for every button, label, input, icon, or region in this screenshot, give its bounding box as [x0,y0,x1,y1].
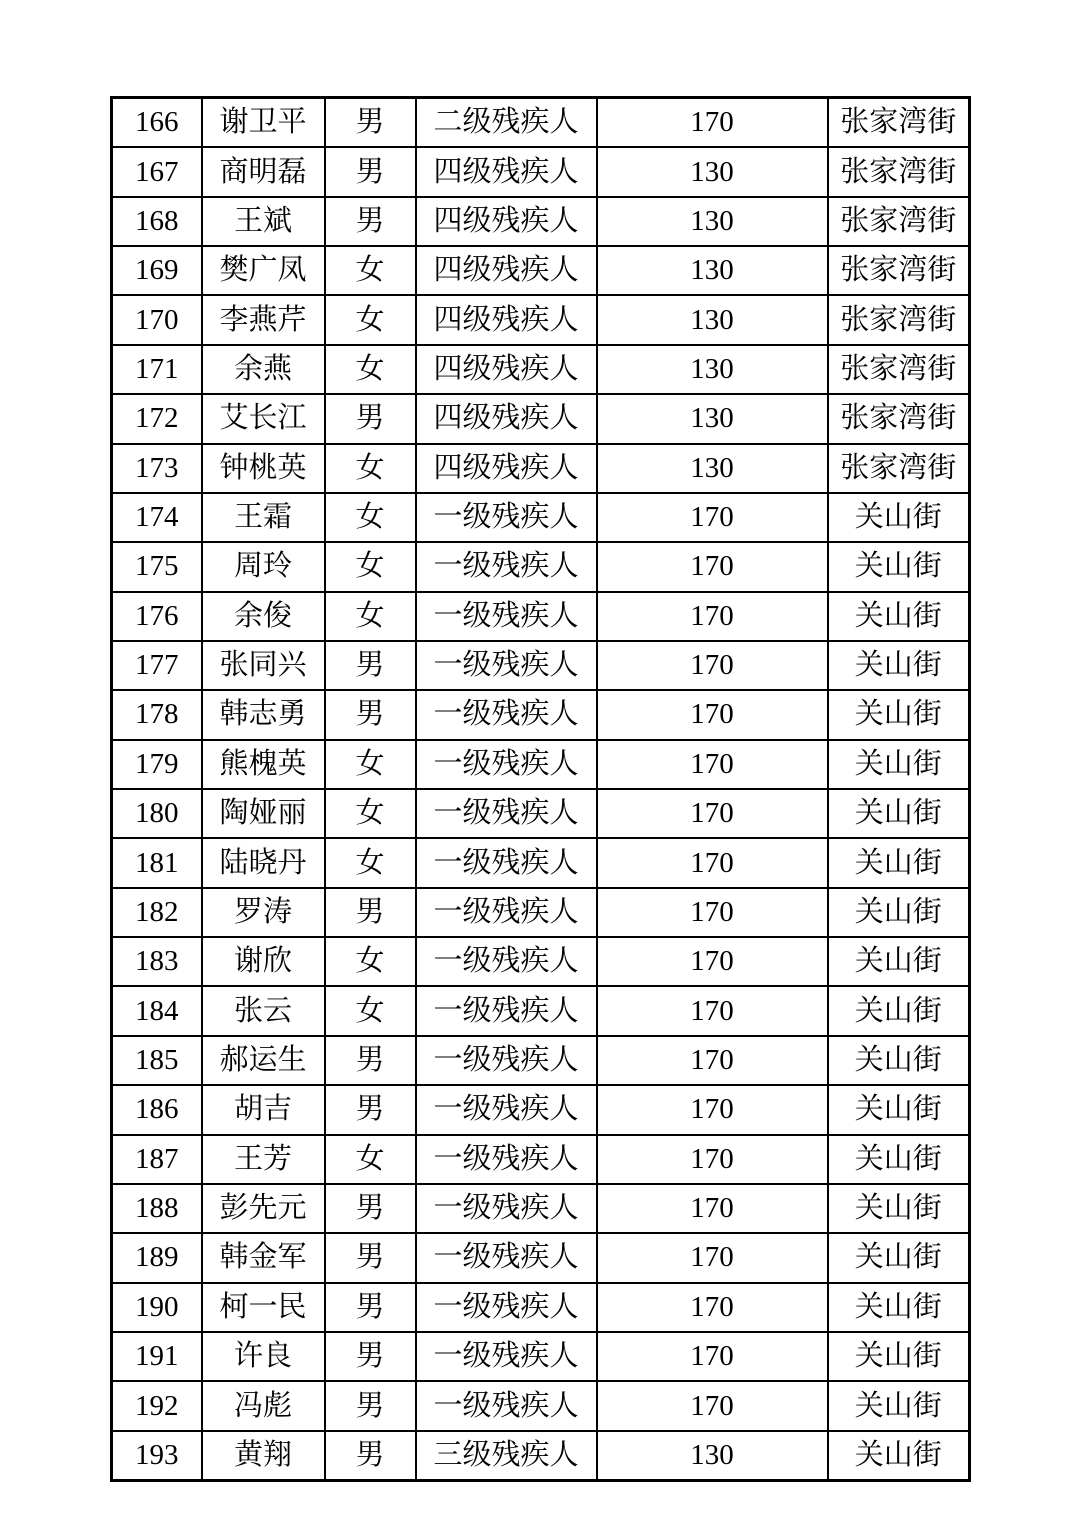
cell-gender: 男 [325,1381,416,1430]
cell-serial-number: 181 [112,838,202,887]
cell-serial-number: 178 [112,690,202,739]
cell-amount: 170 [597,740,828,789]
cell-disability-category: 四级残疾人 [416,394,597,443]
cell-serial-number: 169 [112,246,202,295]
cell-amount: 170 [597,1085,828,1134]
cell-amount: 130 [597,394,828,443]
cell-serial-number: 167 [112,147,202,196]
cell-disability-category: 一级残疾人 [416,592,597,641]
cell-street: 关山街 [828,838,970,887]
cell-serial-number: 166 [112,98,202,148]
cell-gender: 男 [325,641,416,690]
cell-name: 艾长江 [202,394,325,443]
cell-street: 关山街 [828,542,970,591]
cell-name: 胡吉 [202,1085,325,1134]
cell-disability-category: 一级残疾人 [416,1381,597,1430]
cell-street: 关山街 [828,937,970,986]
cell-gender: 男 [325,394,416,443]
cell-serial-number: 187 [112,1135,202,1184]
cell-amount: 170 [597,641,828,690]
cell-street: 关山街 [828,1085,970,1134]
cell-name: 熊槐英 [202,740,325,789]
cell-street: 关山街 [828,493,970,542]
cell-gender: 女 [325,345,416,394]
cell-disability-category: 四级残疾人 [416,246,597,295]
table-row [112,394,970,443]
cell-name: 王芳 [202,1135,325,1184]
disability-subsidy-table [110,96,971,1482]
table-row [112,1085,970,1134]
cell-name: 钟桃英 [202,444,325,493]
cell-name: 王霜 [202,493,325,542]
cell-amount: 130 [597,197,828,246]
cell-street: 张家湾街 [828,394,970,443]
cell-serial-number: 176 [112,592,202,641]
cell-disability-category: 二级残疾人 [416,98,597,148]
cell-street: 关山街 [828,690,970,739]
cell-serial-number: 191 [112,1332,202,1381]
cell-gender: 男 [325,1233,416,1282]
cell-name: 罗涛 [202,888,325,937]
cell-serial-number: 182 [112,888,202,937]
table-row [112,690,970,739]
cell-disability-category: 一级残疾人 [416,838,597,887]
cell-disability-category: 一级残疾人 [416,641,597,690]
cell-gender: 女 [325,444,416,493]
cell-amount: 130 [597,147,828,196]
cell-amount: 170 [597,789,828,838]
cell-name: 谢欣 [202,937,325,986]
cell-name: 周玲 [202,542,325,591]
table-row [112,1036,970,1085]
cell-disability-category: 一级残疾人 [416,1036,597,1085]
cell-disability-category: 一级残疾人 [416,1332,597,1381]
cell-name: 张云 [202,986,325,1035]
cell-gender: 女 [325,1135,416,1184]
cell-gender: 男 [325,1036,416,1085]
cell-street: 张家湾街 [828,444,970,493]
cell-gender: 男 [325,197,416,246]
cell-serial-number: 175 [112,542,202,591]
cell-gender: 女 [325,789,416,838]
cell-serial-number: 188 [112,1184,202,1233]
cell-gender: 女 [325,838,416,887]
cell-street: 关山街 [828,641,970,690]
cell-serial-number: 170 [112,295,202,344]
cell-street: 张家湾街 [828,147,970,196]
cell-gender: 女 [325,542,416,591]
cell-name: 陶娅丽 [202,789,325,838]
cell-amount: 130 [597,295,828,344]
cell-gender: 男 [325,1283,416,1332]
cell-amount: 170 [597,838,828,887]
table-row [112,838,970,887]
cell-name: 余燕 [202,345,325,394]
table-row [112,986,970,1035]
cell-street: 张家湾街 [828,345,970,394]
cell-street: 张家湾街 [828,98,970,148]
table-row [112,98,970,148]
cell-name: 柯一民 [202,1283,325,1332]
cell-amount: 170 [597,1184,828,1233]
table-row [112,1332,970,1381]
cell-disability-category: 四级残疾人 [416,295,597,344]
cell-street: 关山街 [828,986,970,1035]
cell-serial-number: 189 [112,1233,202,1282]
cell-disability-category: 一级残疾人 [416,789,597,838]
table-row [112,1381,970,1430]
cell-gender: 男 [325,1085,416,1134]
cell-amount: 170 [597,98,828,148]
cell-disability-category: 四级残疾人 [416,444,597,493]
cell-amount: 170 [597,1332,828,1381]
cell-street: 关山街 [828,1184,970,1233]
cell-serial-number: 190 [112,1283,202,1332]
table-row [112,789,970,838]
cell-street: 关山街 [828,740,970,789]
cell-disability-category: 一级残疾人 [416,986,597,1035]
cell-amount: 170 [597,937,828,986]
cell-name: 樊广凤 [202,246,325,295]
cell-street: 关山街 [828,1233,970,1282]
cell-name: 冯彪 [202,1381,325,1430]
table-row [112,740,970,789]
cell-name: 韩金军 [202,1233,325,1282]
cell-serial-number: 185 [112,1036,202,1085]
cell-serial-number: 183 [112,937,202,986]
cell-name: 陆晓丹 [202,838,325,887]
cell-disability-category: 一级残疾人 [416,1283,597,1332]
cell-serial-number: 171 [112,345,202,394]
cell-disability-category: 四级残疾人 [416,197,597,246]
cell-serial-number: 193 [112,1431,202,1481]
cell-disability-category: 一级残疾人 [416,1135,597,1184]
table-row [112,493,970,542]
cell-serial-number: 177 [112,641,202,690]
cell-amount: 130 [597,1431,828,1481]
cell-disability-category: 一级残疾人 [416,1184,597,1233]
table-row [112,444,970,493]
cell-gender: 女 [325,740,416,789]
cell-street: 张家湾街 [828,197,970,246]
cell-disability-category: 一级残疾人 [416,1233,597,1282]
table-row [112,937,970,986]
cell-street: 关山街 [828,1036,970,1085]
cell-street: 关山街 [828,1135,970,1184]
cell-amount: 170 [597,592,828,641]
table-row [112,1431,970,1481]
cell-disability-category: 一级残疾人 [416,542,597,591]
cell-street: 关山街 [828,888,970,937]
table-row [112,641,970,690]
cell-street: 关山街 [828,1381,970,1430]
cell-serial-number: 174 [112,493,202,542]
cell-name: 韩志勇 [202,690,325,739]
table-row [112,295,970,344]
cell-gender: 女 [325,246,416,295]
cell-name: 谢卫平 [202,98,325,148]
cell-disability-category: 四级残疾人 [416,147,597,196]
cell-gender: 男 [325,1431,416,1481]
cell-gender: 女 [325,295,416,344]
cell-amount: 130 [597,444,828,493]
cell-amount: 170 [597,542,828,591]
cell-street: 关山街 [828,1332,970,1381]
cell-gender: 女 [325,986,416,1035]
cell-gender: 男 [325,888,416,937]
table-row [112,197,970,246]
table-row [112,246,970,295]
cell-name: 彭先元 [202,1184,325,1233]
cell-street: 张家湾街 [828,246,970,295]
cell-serial-number: 184 [112,986,202,1035]
cell-name: 商明磊 [202,147,325,196]
cell-name: 余俊 [202,592,325,641]
cell-disability-category: 一级残疾人 [416,690,597,739]
table-body [112,98,970,1481]
cell-serial-number: 192 [112,1381,202,1430]
cell-serial-number: 186 [112,1085,202,1134]
cell-disability-category: 一级残疾人 [416,888,597,937]
cell-amount: 170 [597,1036,828,1085]
cell-name: 黄翔 [202,1431,325,1481]
cell-serial-number: 168 [112,197,202,246]
cell-street: 关山街 [828,1283,970,1332]
cell-amount: 170 [597,1135,828,1184]
table-row [112,1135,970,1184]
cell-disability-category: 一级残疾人 [416,1085,597,1134]
cell-street: 关山街 [828,1431,970,1481]
cell-amount: 170 [597,1381,828,1430]
cell-amount: 170 [597,690,828,739]
table-row [112,592,970,641]
cell-name: 许良 [202,1332,325,1381]
cell-disability-category: 三级残疾人 [416,1431,597,1481]
table-row [112,1283,970,1332]
cell-gender: 女 [325,493,416,542]
cell-name: 王斌 [202,197,325,246]
table-row [112,888,970,937]
cell-street: 张家湾街 [828,295,970,344]
cell-amount: 170 [597,888,828,937]
cell-disability-category: 四级残疾人 [416,345,597,394]
cell-gender: 女 [325,592,416,641]
cell-amount: 130 [597,345,828,394]
cell-gender: 男 [325,1184,416,1233]
cell-serial-number: 180 [112,789,202,838]
cell-name: 郝运生 [202,1036,325,1085]
cell-serial-number: 173 [112,444,202,493]
cell-disability-category: 一级残疾人 [416,740,597,789]
cell-serial-number: 179 [112,740,202,789]
cell-disability-category: 一级残疾人 [416,493,597,542]
cell-amount: 170 [597,493,828,542]
table-row [112,345,970,394]
table-row [112,1233,970,1282]
cell-gender: 男 [325,1332,416,1381]
cell-street: 关山街 [828,789,970,838]
cell-amount: 170 [597,986,828,1035]
cell-amount: 170 [597,1233,828,1282]
cell-serial-number: 172 [112,394,202,443]
cell-gender: 男 [325,147,416,196]
cell-amount: 170 [597,1283,828,1332]
table-row [112,542,970,591]
cell-gender: 男 [325,98,416,148]
cell-street: 关山街 [828,592,970,641]
cell-amount: 130 [597,246,828,295]
cell-name: 张同兴 [202,641,325,690]
table-row [112,1184,970,1233]
cell-name: 李燕芹 [202,295,325,344]
cell-gender: 女 [325,937,416,986]
table-row [112,147,970,196]
cell-gender: 男 [325,690,416,739]
cell-disability-category: 一级残疾人 [416,937,597,986]
